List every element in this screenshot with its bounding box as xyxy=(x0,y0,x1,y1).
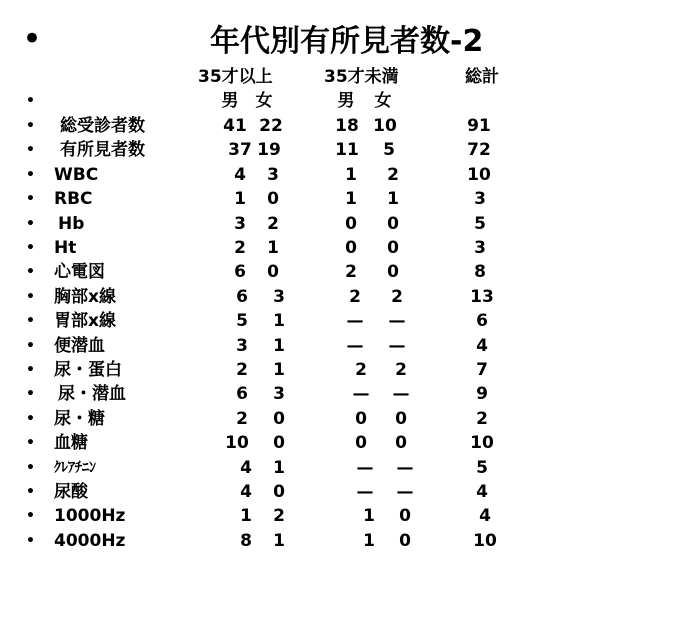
value-35-under-female: 0 xyxy=(395,433,407,454)
row-bullet: • xyxy=(26,118,35,134)
row-bullet: • xyxy=(26,410,35,427)
value-35-over-female: 1 xyxy=(273,311,285,332)
value-35-over-male: 4 xyxy=(240,482,252,502)
table-row xyxy=(0,285,698,309)
value-35-over-male: 6 xyxy=(234,262,246,283)
value-total: 4 xyxy=(476,482,488,502)
value-35-over-male: 5 xyxy=(236,311,248,332)
row-label: 尿・潜血 xyxy=(58,384,126,405)
value-35-over-female: 1 xyxy=(273,360,285,380)
value-total: 72 xyxy=(467,140,491,161)
value-total: 2 xyxy=(476,408,488,429)
table-row xyxy=(0,138,698,162)
value-35-under-female: 1 xyxy=(387,189,399,210)
table-row xyxy=(0,236,698,260)
table-row xyxy=(0,407,698,431)
table-row xyxy=(0,431,698,455)
value-35-over-female: 0 xyxy=(267,262,279,283)
value-35-under-male: 1 xyxy=(345,189,357,210)
value-35-under-male: 0 xyxy=(355,433,367,454)
row-bullet: • xyxy=(26,191,35,208)
value-35-under-male: 0 xyxy=(345,238,357,258)
row-bullet: • xyxy=(26,337,35,354)
value-total: 7 xyxy=(476,360,488,380)
value-total: 13 xyxy=(470,286,494,307)
value-35-under-female: 0 xyxy=(387,238,399,258)
value-35-under-male: 1 xyxy=(363,506,375,527)
table-row xyxy=(0,382,698,406)
row-label: ｸﾚｱﾁﾆﾝ xyxy=(54,459,96,476)
value-35-over-male: 4 xyxy=(234,164,246,185)
row-bullet: • xyxy=(26,288,35,305)
row-label: 有所見者数 xyxy=(60,140,145,161)
row-label: 便潜血 xyxy=(54,335,105,356)
row-bullet: • xyxy=(26,313,35,330)
value-35-under-female: — xyxy=(396,482,414,502)
row-label: 血糖 xyxy=(54,433,88,454)
title-bullet: • xyxy=(22,19,43,59)
value-35-under-female: 2 xyxy=(391,286,403,307)
value-35-over-male: 1 xyxy=(240,506,252,527)
table-row xyxy=(0,480,698,504)
value-35-over-male: 3 xyxy=(234,213,246,234)
row-bullet: • xyxy=(26,142,35,159)
table-row xyxy=(0,529,698,553)
value-total: 4 xyxy=(479,506,491,527)
table-row xyxy=(0,260,698,284)
value-total: 4 xyxy=(476,335,488,356)
value-35-under-female: 10 xyxy=(373,116,397,136)
row-label: 胃部x線 xyxy=(54,311,116,332)
row-label: 総受診者数 xyxy=(60,116,145,136)
row-bullet: • xyxy=(26,166,35,183)
value-35-over-female: 0 xyxy=(267,189,279,210)
value-35-under-male: 1 xyxy=(363,530,375,551)
value-35-over-female: 0 xyxy=(273,433,285,454)
row-label: 胸部x線 xyxy=(54,286,116,307)
value-35-under-male: — xyxy=(356,482,374,502)
table-row xyxy=(0,456,698,480)
row-label: 4000Hz xyxy=(54,530,126,551)
row-label: 尿酸 xyxy=(54,482,88,502)
value-35-over-male: 41 xyxy=(223,116,247,136)
header-female-2: 女 xyxy=(374,91,392,111)
subheader-row xyxy=(0,89,698,113)
header-female-1: 女 xyxy=(255,91,273,111)
value-35-over-female: 1 xyxy=(273,530,285,551)
value-35-over-female: 1 xyxy=(273,457,285,478)
table-row xyxy=(0,309,698,333)
row-label: 1000Hz xyxy=(54,506,126,527)
value-35-over-male: 37 xyxy=(228,140,252,161)
value-35-over-female: 0 xyxy=(273,482,285,502)
value-35-under-female: 5 xyxy=(383,140,395,161)
value-35-under-female: 0 xyxy=(399,530,411,551)
value-35-under-female: 0 xyxy=(399,506,411,527)
value-35-over-male: 6 xyxy=(236,286,248,307)
table-row xyxy=(0,163,698,187)
value-35-under-male: 2 xyxy=(355,360,367,380)
value-35-under-male: — xyxy=(356,457,374,478)
row-label: 心電図 xyxy=(54,262,105,283)
value-total: 3 xyxy=(474,189,486,210)
row-bullet: • xyxy=(26,435,35,452)
value-35-under-male: — xyxy=(352,384,370,405)
value-35-under-male: 18 xyxy=(335,116,359,136)
value-35-under-female: 2 xyxy=(395,360,407,380)
value-35-under-female: — xyxy=(388,335,406,356)
row-bullet: • xyxy=(26,386,35,403)
value-total: 9 xyxy=(476,384,488,405)
row-bullet: • xyxy=(26,532,35,549)
header-male-1: 男 xyxy=(221,91,239,111)
row-bullet: • xyxy=(26,362,35,378)
value-35-over-female: 3 xyxy=(273,286,285,307)
value-35-under-female: — xyxy=(392,384,410,405)
table-row xyxy=(0,504,698,528)
table-row xyxy=(0,114,698,138)
value-35-under-female: 0 xyxy=(387,213,399,234)
table-row xyxy=(0,334,698,358)
row-label: Hb xyxy=(58,213,85,234)
value-35-under-male: 1 xyxy=(345,164,357,185)
table-row xyxy=(0,187,698,211)
table-row xyxy=(0,212,698,236)
header-total: 総計 xyxy=(465,67,499,87)
value-35-under-male: 0 xyxy=(345,213,357,234)
value-35-over-female: 1 xyxy=(273,335,285,356)
value-35-over-male: 6 xyxy=(236,384,248,405)
row-bullet: • xyxy=(26,215,35,232)
value-35-under-female: 0 xyxy=(395,408,407,429)
table-row xyxy=(0,358,698,382)
value-35-over-female: 0 xyxy=(273,408,285,429)
value-35-over-male: 1 xyxy=(234,189,246,210)
row-bullet: • xyxy=(26,484,35,500)
value-total: 10 xyxy=(470,433,494,454)
row-label: Ht xyxy=(54,238,77,258)
value-35-under-female: 2 xyxy=(387,164,399,185)
value-35-under-male: 2 xyxy=(345,262,357,283)
value-total: 6 xyxy=(476,311,488,332)
value-35-over-female: 2 xyxy=(273,506,285,527)
value-total: 5 xyxy=(476,457,488,478)
value-total: 91 xyxy=(467,116,491,136)
value-total: 8 xyxy=(474,262,486,283)
value-35-under-female: 0 xyxy=(387,262,399,283)
value-35-under-male: — xyxy=(346,311,364,332)
value-total: 10 xyxy=(473,530,497,551)
value-35-over-female: 22 xyxy=(259,116,283,136)
value-35-under-male: 11 xyxy=(335,140,359,161)
row-bullet: • xyxy=(26,240,35,256)
value-35-over-female: 3 xyxy=(273,384,285,405)
value-35-over-male: 2 xyxy=(236,408,248,429)
value-35-under-female: — xyxy=(388,311,406,332)
value-total: 5 xyxy=(474,213,486,234)
header-group-35-over: 35才以上 xyxy=(198,67,273,87)
value-35-over-male: 4 xyxy=(240,457,252,478)
value-35-over-female: 3 xyxy=(267,164,279,185)
value-35-over-female: 2 xyxy=(267,213,279,234)
value-35-over-male: 2 xyxy=(236,360,248,380)
value-35-over-male: 10 xyxy=(225,433,249,454)
page-title: 年代別有所見者数-2 xyxy=(210,24,484,59)
value-total: 10 xyxy=(467,164,491,185)
value-35-over-female: 19 xyxy=(257,140,281,161)
value-35-under-male: 2 xyxy=(349,286,361,307)
header-group-35-under: 35才未満 xyxy=(324,67,399,87)
row-label: 尿・蛋白 xyxy=(54,360,122,380)
row-bullet: • xyxy=(26,508,35,525)
value-35-over-male: 2 xyxy=(234,238,246,258)
row-label: 尿・糖 xyxy=(54,408,105,429)
row-bullet: • xyxy=(26,459,35,476)
row-label: WBC xyxy=(54,164,99,185)
value-35-under-male: 0 xyxy=(355,408,367,429)
header-male-2: 男 xyxy=(337,91,355,111)
row-label: RBC xyxy=(54,189,93,210)
value-total: 3 xyxy=(474,238,486,258)
row-bullet: • xyxy=(26,264,35,281)
value-35-under-male: — xyxy=(346,335,364,356)
row-bullet: • xyxy=(26,93,35,109)
value-35-over-male: 8 xyxy=(240,530,252,551)
value-35-over-male: 3 xyxy=(236,335,248,356)
value-35-under-female: — xyxy=(396,457,414,478)
value-35-over-female: 1 xyxy=(267,238,279,258)
